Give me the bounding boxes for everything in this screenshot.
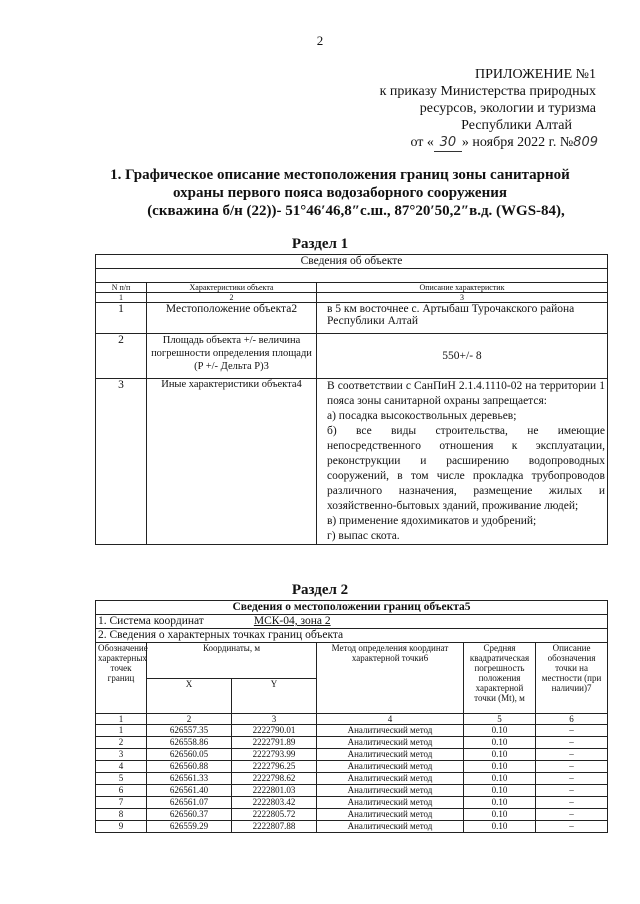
header-cell: Обозначение характерных точек границ: [96, 643, 147, 714]
table-row: 5 626561.33 2222798.62 Аналитический метод 0.10 –: [96, 773, 608, 785]
table-row: 3 626560.05 2222793.99 Аналитический метод 0.10 –: [96, 749, 608, 761]
table-row: 1 626557.35 2222790.01 Аналитический метод 0.10 –: [96, 725, 608, 737]
table-row: 2 626558.86 2222791.89 Аналитический метод 0.10 –: [96, 737, 608, 749]
header-cell: Координаты, м: [147, 643, 317, 679]
header-cell: Метод определения координат характерной точки6: [317, 643, 464, 714]
handwritten-day: 30: [434, 134, 462, 152]
table-row: 4 626560.88 2222796.25 Аналитический метод 0.10 –: [96, 761, 608, 773]
header-cell: Y: [232, 678, 317, 714]
table-row: 8 626560.37 2222805.72 Аналитический метод 0.10 –: [96, 809, 608, 821]
appendix-line: Республики Алтай: [461, 118, 572, 133]
table-row: 7 626561.07 2222803.42 Аналитический метод 0.10 –: [96, 797, 608, 809]
table-title: Сведения о местоположении границ объекта5: [96, 601, 608, 615]
points-label: 2. Сведения о характерных точках границ объекта: [96, 629, 608, 643]
appendix-heading: ПРИЛОЖЕНИЕ №1: [475, 67, 596, 82]
table-title: Сведения об объекте: [96, 255, 608, 269]
appendix-line: к приказу Министерства природных: [379, 84, 596, 99]
table-row: 3 Иные характеристики объекта4 В соответствии с СанПиН 2.1.4.1110-02 на территории 1 пояса зоны санитарной охраны запрещается: а) посадка высокоствольных деревьев; б) все виды строительства, не имеющие непосредственного отношения к эксплуатации, реконструкции и расширению водопроводных сооружений, в том числе прокладка трубопроводов различного назначения, размещение жилых и хозяйственно-бытовых зданий, проживание людей; в) применение ядохимикатов и удобрений; г) выпас скота.: [96, 379, 608, 545]
table-row: 1 Местоположение объекта2 в 5 км восточнее с. Артыбаш Турочакского района Республики Алтай: [96, 303, 608, 334]
header-cell: Описание обозначения точки на местности (при наличии)7: [536, 643, 608, 714]
header-cell: Характеристики объекта: [147, 283, 317, 293]
table-row: 9 626559.29 2222807.88 Аналитический метод 0.10 –: [96, 821, 608, 833]
section1-title: Раздел 1: [291, 236, 349, 252]
coordinate-system: 1. Система координат МСК-04, зона 2: [96, 615, 608, 629]
header-cell: Средняя квадратическая погрешность положения характерной точки (Mt), м: [464, 643, 536, 714]
object-info-table: Сведения об объекте N п/п Характеристики объекта Описание характеристик 1 2 3 1 Местоположение объекта2 в 5 км восточнее с. Артыбаш Турочакского района Республики Алтай 2 Площадь объекта +/- величина погрешности определения площади (P +/- Дельта P)3 550+/- 8 3 Иные характеристики объекта4 В соответствии с СанПиН 2.1.4.1110-02 на территории 1 пояса зоны санитарной охраны запрещается: а) посадка высокоствольных деревьев; б) все виды строительства, не имеющие непосредственного отношения к эксплуатации, реконструкции и расширению водопроводных сооружений, в том числе прокладка трубопроводов различного назначения, размещение жилых и хозяйственно-бытовых зданий, проживание людей; в) применение ядохимикатов и удобрений; г) выпас скота.: [95, 254, 608, 545]
header-cell: Описание характеристик: [317, 283, 608, 293]
appendix-line: ресурсов, экологии и туризма: [419, 101, 596, 116]
handwritten-order-number: 809: [573, 135, 598, 150]
table-row: 6 626561.40 2222801.03 Аналитический метод 0.10 –: [96, 785, 608, 797]
document-title: 1. Графическое описание местоположения границ зоны санитарной охраны первого пояса водозаборного сооружения (скважина б/н (22))- 51°46′46,8″с.ш., 87°20′50,2″в.д. (WGS-84),: [110, 167, 570, 219]
table-row: 2 Площадь объекта +/- величина погрешности определения площади (P +/- Дельта P)3 550+/- 8: [96, 334, 608, 379]
appendix-date: от « 30 » ноября 2022 г. №809: [410, 135, 598, 150]
page-number: 2: [316, 33, 324, 48]
section2-title: Раздел 2: [291, 582, 349, 598]
header-cell: N п/п: [96, 283, 147, 293]
boundary-points-table: Сведения о местоположении границ объекта5 1. Система координат МСК-04, зона 2 2. Сведения о характерных точках границ объекта Обозначение характерных точек границ Координаты, м Метод определения координат характерной точки6 Средняя квадратическая погрешность положения характерной точки (Mt), м Описание обозначения точки на местности (при наличии)7 X Y 1 2 3 4 5 6 1 626557.35 2222790.01 Аналитический метод 0.10 – 2 626558.86 2222791.89 Аналитический метод 0.10 – 3 626560.05 2222793.99 Аналитический метод 0.10 – 4 626560.88 2222796.25 Аналитический метод 0.10 – 5 626561.33 2222798.62 Аналитический метод 0.10 – 6 626561.40 2222801.03 Аналитический метод 0.10 – 7 626561.07 2222803.42 Аналитический метод 0.10 – 8 626560.37 2222805.72 Аналитический метод 0.10 – 9 626559.29 2222807.88 Аналитический метод 0.10 –: [95, 600, 608, 833]
header-cell: X: [147, 678, 232, 714]
